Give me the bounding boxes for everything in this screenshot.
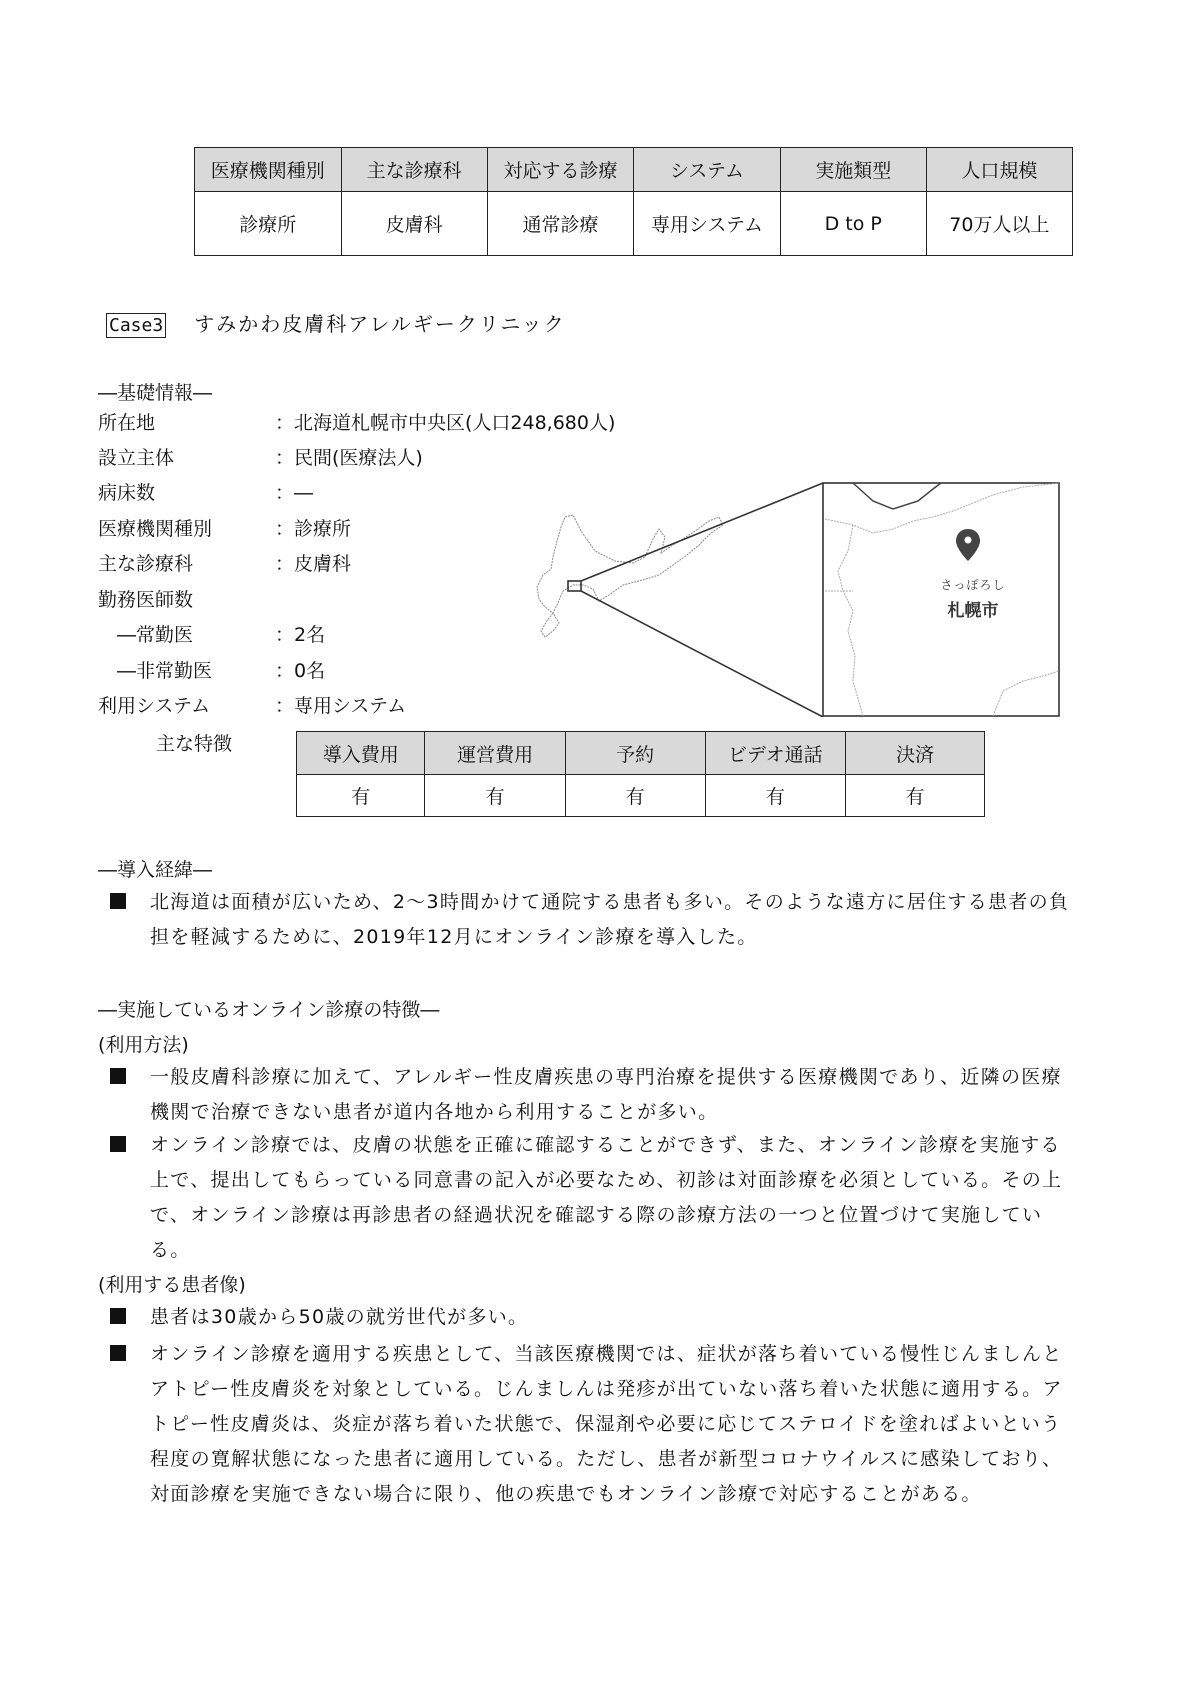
bullet-square-icon: [110, 1068, 126, 1084]
features-header-cell: 決済: [846, 732, 985, 775]
summary-value-cell: D to P: [780, 192, 926, 256]
info-label: 医療機関種別: [98, 518, 213, 540]
usage-subheading: (利用方法): [98, 1034, 189, 1056]
info-value: ：民間(医療法人): [275, 447, 423, 469]
info-value: ：0名: [275, 660, 326, 682]
map-city-kana: さっぽろし: [940, 578, 1006, 592]
features-header-cell: 予約: [565, 732, 705, 775]
intro-bullet: [98, 885, 1078, 955]
features-value-row: [297, 775, 985, 817]
bullet-text: 一般皮膚科診療に加えて、アレルギー性皮膚疾患の専門治療を提供する医療機関であり、近隣の医療機関で治療できない患者が道内各地から利用することが多い。: [150, 1066, 1062, 1123]
features-table: [296, 731, 985, 817]
map-city-name: 札幌市: [947, 601, 999, 621]
patients-subheading: (利用する患者像): [98, 1274, 246, 1296]
summary-header-cell: 対応する診療: [487, 148, 634, 192]
summary-header-cell: システム: [634, 148, 780, 192]
patients-bullet: [98, 1300, 1078, 1335]
features-label: 主な特徴: [156, 733, 233, 755]
info-label: 主な診療科: [98, 553, 194, 575]
bullet-text: 患者は30歳から50歳の就労世代が多い。: [150, 1306, 529, 1328]
bullet-square-icon: [110, 1345, 126, 1361]
summary-header-cell: 医療機関種別: [195, 148, 342, 192]
case-label: Case3: [106, 313, 166, 338]
features-header-cell: 運営費用: [425, 732, 565, 775]
info-value: ：診療所: [275, 518, 352, 540]
summary-value-cell: 70万人以上: [926, 192, 1072, 256]
features-value-cell: 有: [425, 775, 565, 817]
bullet-square-icon: [110, 1136, 126, 1152]
features-heading: ―実施しているオンライン診療の特徴―: [98, 999, 440, 1021]
summary-value-cell: 通常診療: [487, 192, 634, 256]
info-value: ：北海道札幌市中央区(人口248,680人): [275, 412, 616, 434]
features-header-cell: 導入費用: [297, 732, 425, 775]
features-header-row: [297, 732, 985, 775]
summary-value-row: [195, 192, 1073, 256]
zoom-line-bottom: [581, 591, 823, 717]
intro-heading: ―導入経緯―: [98, 859, 213, 881]
bullet-text: 北海道は面積が広いため、2～3時間かけて通院する患者も多い。そのような遠方に居住する患者の負担を軽減するために、2019年12月にオンライン診療を導入した。: [150, 891, 1070, 948]
zoom-line-top: [581, 483, 823, 581]
features-value-cell: 有: [846, 775, 985, 817]
summary-header-row: [195, 148, 1073, 192]
summary-header-cell: 主な診療科: [341, 148, 487, 192]
features-header-cell: ビデオ通話: [705, 732, 846, 775]
info-label: 設立主体: [98, 447, 175, 469]
summary-header-cell: 人口規模: [926, 148, 1072, 192]
info-value: ：2名: [275, 624, 326, 646]
summary-table: [194, 147, 1073, 256]
usage-bullet: [98, 1128, 1078, 1268]
info-value: ：専用システム: [275, 695, 407, 717]
case-title: すみかわ皮膚科アレルギークリニック: [194, 312, 566, 336]
bullet-square-icon: [110, 1308, 126, 1324]
summary-header-cell: 実施類型: [780, 148, 926, 192]
info-label: 病床数: [98, 482, 156, 504]
bullet-text: オンライン診療を適用する疾患として、当該医療機関では、症状が落ち着いている慢性じんましんとアトピー性皮膚炎を対象としている。じんましんは発疹が出ていない落ち着いた状態に適用する。アトピー性皮膚炎は、炎症が落ち着いた状態で、保湿剤や必要に応じてステロイドを塗ればよいという程度の寛解状態になった患者に適用している。ただし、患者が新型コロナウイルスに感染しており、対面診療を実施できない場合に限り、他の疾患でもオンライン診療で対応することがある。: [150, 1343, 1063, 1505]
info-label: ―常勤医: [98, 624, 194, 646]
info-value: ：―: [275, 482, 314, 504]
hokkaido-outline: [537, 515, 723, 613]
sapporo-highlight-box: [568, 581, 581, 591]
bullet-square-icon: [110, 893, 126, 909]
features-value-cell: 有: [705, 775, 846, 817]
basic-info-heading: ―基礎情報―: [98, 382, 213, 404]
location-map: [523, 481, 1060, 717]
usage-bullet: [98, 1060, 1078, 1130]
features-value-cell: 有: [565, 775, 705, 817]
summary-value-cell: 専用システム: [634, 192, 780, 256]
info-label: 利用システム: [98, 695, 211, 717]
case-heading: [106, 308, 566, 337]
info-label: 勤務医師数: [98, 589, 194, 611]
info-label: ―非常勤医: [98, 660, 213, 682]
bullet-text: オンライン診療では、皮膚の状態を正確に確認することができず、また、オンライン診療を実施する上で、提出してもらっている同意書の記入が必要なため、初診は対面診療を必須としている。その上で、オンライン診療は再診患者の経過状況を確認する際の診療方法の一つと位置づけて実施している。: [150, 1134, 1063, 1261]
info-value: ：皮膚科: [275, 553, 352, 575]
patients-bullet: [98, 1337, 1078, 1512]
summary-value-cell: 皮膚科: [341, 192, 487, 256]
summary-value-cell: 診療所: [195, 192, 342, 256]
features-value-cell: 有: [297, 775, 425, 817]
info-label: 所在地: [98, 412, 156, 434]
